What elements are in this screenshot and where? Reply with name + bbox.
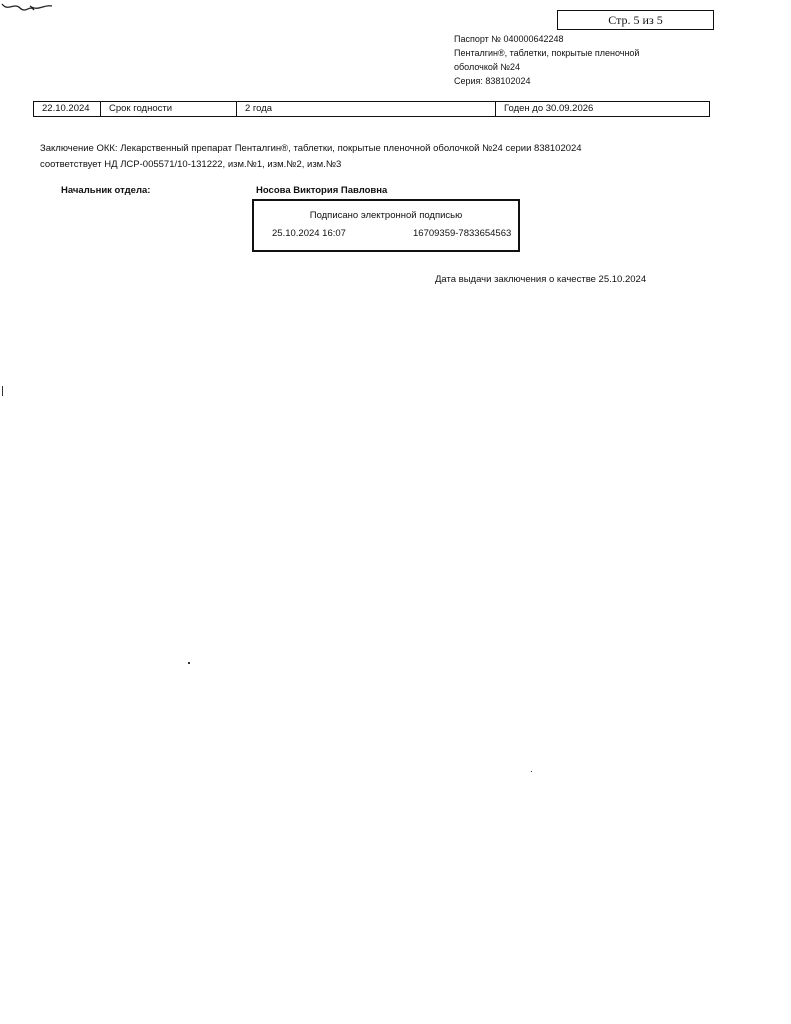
- conclusion-line-2: соответствует НД ЛСР-005571/10-131222, изм.№1, изм.№2, изм.№3: [40, 159, 342, 170]
- shelf-life-row: [33, 101, 710, 117]
- shelf-life-period: 2 года: [237, 102, 496, 116]
- issue-date: Дата выдачи заключения о качестве 25.10.2024: [435, 274, 647, 285]
- qc-conclusion: [40, 141, 582, 173]
- page-number: Стр. 5 из 5: [608, 12, 663, 27]
- scan-speck: [531, 771, 532, 772]
- signature-id: 16709359-7833654563: [413, 228, 512, 239]
- shelf-life-label: Срок годности: [101, 102, 237, 116]
- product-pack: оболочкой №24: [454, 62, 521, 72]
- manufacture-date: 22.10.2024: [34, 102, 101, 116]
- page-number-box: [557, 10, 714, 30]
- handwritten-mark: [0, 0, 60, 20]
- conclusion-line-1: Заключение ОКК: Лекарственный препарат Пенталгин®, таблетки, покрытые пленочной оболочкой №24 серии 838102024: [40, 143, 582, 154]
- department-head-label: Начальник отдела:: [61, 185, 151, 196]
- product-series: Серия: 838102024: [454, 76, 531, 86]
- product-name: Пенталгин®, таблетки, покрытые пленочной: [454, 48, 640, 58]
- signature-title: Подписано электронной подписью: [309, 210, 463, 221]
- signature-datetime: 25.10.2024 16:07: [272, 228, 346, 239]
- passport-number: Паспорт № 040000642248: [454, 34, 564, 44]
- scan-speck: [188, 662, 190, 664]
- electronic-signature-stamp: [252, 199, 520, 252]
- department-head-name: Носова Виктория Павловна: [256, 185, 388, 196]
- passport-block: [454, 32, 639, 88]
- scan-edge-mark: [2, 386, 3, 396]
- valid-until: Годен до 30.09.2026: [504, 103, 594, 114]
